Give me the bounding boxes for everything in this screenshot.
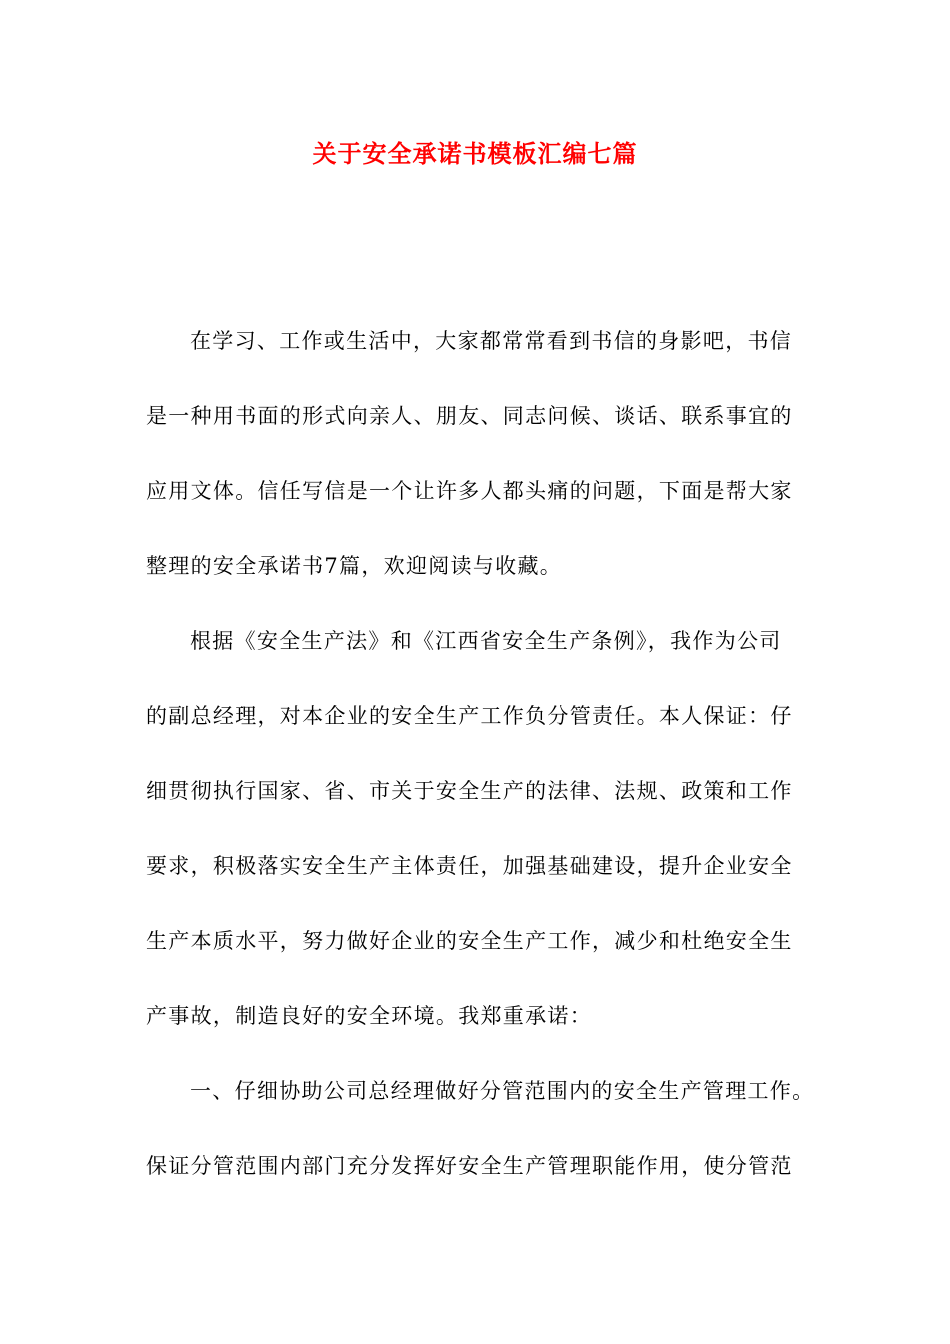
document-title: 关于安全承诺书模板汇编七篇 [312,139,638,168]
body-line: 在学习、工作或生活中，大家都常常看到书信的身影吧，书信 [190,329,793,353]
body-line: 细贯彻执行国家、省、市关于安全生产的法律、法规、政策和工作 [146,779,793,803]
body-line: 根据《安全生产法》和《江西省安全生产条例》，我作为公司 [190,629,782,653]
body-line: 的副总经理，对本企业的安全生产工作负分管责任。本人保证：仔 [146,704,793,728]
body-line: 生产本质水平，努力做好企业的安全生产工作，减少和杜绝安全生 [146,929,793,953]
body-line: 应用文体。信任写信是一个让许多人都头痛的问题，下面是帮大家 [146,479,793,503]
body-line: 产事故，制造良好的安全环境。我郑重承诺： [146,1004,592,1028]
body-line: 是一种用书面的形式向亲人、朋友、同志问候、谈话、联系事宜的 [146,404,793,428]
body-line: 保证分管范围内部门充分发挥好安全生产管理职能作用，使分管范 [146,1154,793,1178]
body-line: 要求，积极落实安全生产主体责任，加强基础建设，提升企业安全 [146,854,793,878]
body-line: 一、仔细协助公司总经理做好分管范围内的安全生产管理工作。 [190,1079,815,1103]
body-line: 整理的安全承诺书7篇，欢迎阅读与收藏。 [146,554,563,578]
